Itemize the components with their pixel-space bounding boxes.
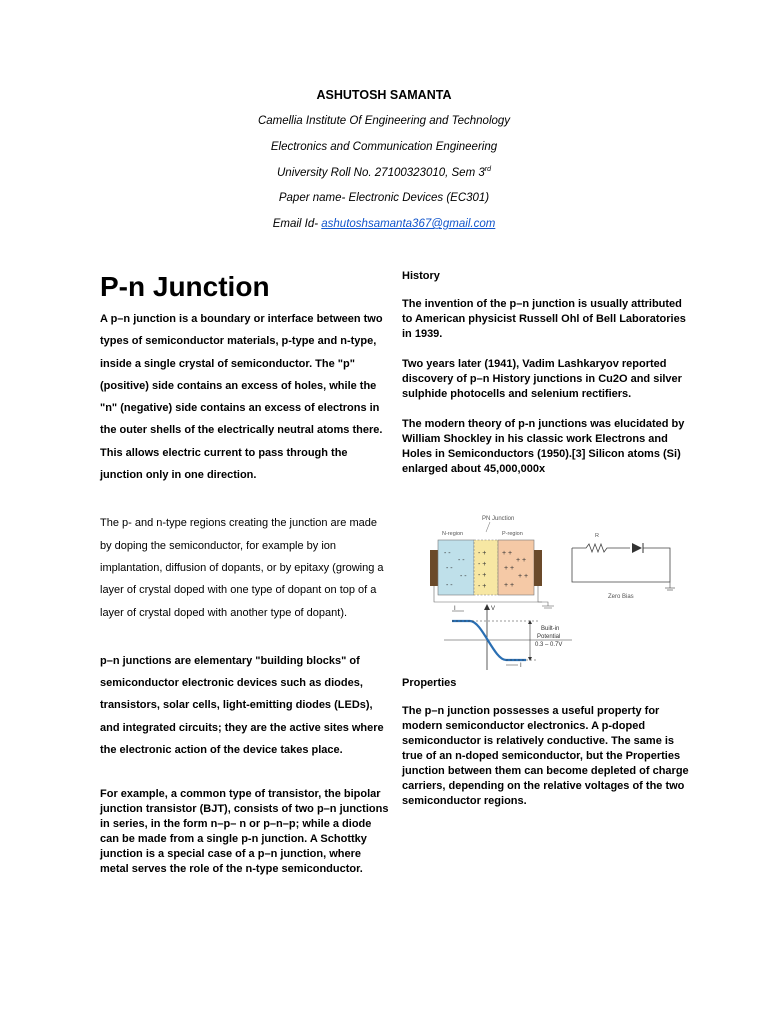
institute-name: Camellia Institute Of Engineering and Technology xyxy=(257,115,511,127)
resistor-symbol xyxy=(572,544,630,552)
zero-bias-label: Zero Bias xyxy=(608,594,634,600)
v-axis-arrow xyxy=(484,604,490,610)
history-paragraph-2: Two years later (1941), Vadim Lashkaryov reported discovery of p–n History junctions in Cu2O and silver sulphide photocells and selenium rectifiers. xyxy=(402,358,682,400)
properties-paragraph: The p–n junction possesses a useful property for modern semiconductor electronics. A p-doped semiconductor is relatively conductive. The same is true of an n-doped semiconductor, but the Properties junction between them can become depleted of charge carriers, depending on the relative voltages of the two semiconductor regions. xyxy=(402,705,689,807)
n-region xyxy=(438,540,474,595)
history-section xyxy=(402,270,692,477)
potential-arrow-up xyxy=(528,620,532,624)
svg-text:- -: - - xyxy=(446,565,453,572)
svg-text:- +: - + xyxy=(478,550,487,557)
diode-symbol xyxy=(632,543,642,553)
history-paragraph-1: The invention of the p–n junction is usually attributed to American physicist Russell Ohl of Bell Laboratories in 1939. xyxy=(402,298,686,340)
left-column xyxy=(100,270,390,877)
iv-curve xyxy=(452,621,526,660)
right-contact xyxy=(534,550,542,586)
circuit-loop xyxy=(572,548,670,582)
axis-v-label: V xyxy=(491,606,496,612)
p-region-label: P-region xyxy=(502,531,523,537)
history-heading: History xyxy=(402,270,440,282)
builtin-label-2: Potential xyxy=(537,634,561,640)
svg-text:- -: - - xyxy=(446,582,453,589)
axis-ir-label: I xyxy=(520,663,522,669)
page-title: P-n Junction xyxy=(100,271,270,302)
resistor-label: R xyxy=(595,533,599,539)
junction-pointer xyxy=(486,522,490,532)
svg-text:+ +: + + xyxy=(518,573,529,580)
n-region-label: N-region xyxy=(442,531,464,537)
left-contact xyxy=(430,550,438,586)
department-name: Electronics and Communication Engineering xyxy=(270,141,498,153)
axis-i-label: I xyxy=(454,606,456,612)
pn-junction-figure xyxy=(402,510,702,675)
svg-text:- +: - + xyxy=(478,561,487,568)
paper-name: Paper name- Electronic Devices (EC301) xyxy=(278,192,490,204)
email-link[interactable]: ashutoshsamanta367@gmail.com xyxy=(321,218,496,230)
svg-text:- -: - - xyxy=(460,573,467,580)
svg-text:+ +: + + xyxy=(504,565,515,572)
author-name: ASHUTOSH SAMANTA xyxy=(316,88,452,102)
potential-arrow-down xyxy=(528,657,532,661)
building-blocks-paragraph: p–n junctions are elementary "building blocks" of semiconductor electronic devices such as diodes, transistors, solar cells, light-emitting diodes (LEDs), and integrated circuits; they are the active sites where the electronic action of the device takes place. xyxy=(100,654,384,757)
roll-number xyxy=(0,166,768,179)
svg-text:- -: - - xyxy=(458,557,465,564)
properties-section xyxy=(402,677,692,809)
svg-text:- -: - - xyxy=(444,550,451,557)
ground-wire-right xyxy=(538,586,548,606)
doping-paragraph: The p- and n-type regions creating the junction are made by doping the semiconductor, for example by ion implantation, diffusion of dopants, or by epitaxy (growing a layer of crystal doped with one type of dopant on top of a layer of crystal doped with another type of dopant). xyxy=(100,517,384,619)
svg-text:+ +: + + xyxy=(502,550,513,557)
svg-text:- +: - + xyxy=(478,583,487,590)
email-label: Email Id- xyxy=(272,218,322,230)
junction-label: PN Junction xyxy=(482,516,515,522)
transistor-paragraph: For example, a common type of transistor, the bipolar junction transistor (BJT), consists of two p–n junctions in series, in the form n–p– n or p–n–p; while a diode can be made from a single p-n junction. A Schottky junction is a special case of a p–n junction, where metal serves the role of the n-type semiconductor. xyxy=(100,788,389,876)
svg-text:+ +: + + xyxy=(504,582,515,589)
svg-text:- +: - + xyxy=(478,572,487,579)
intro-paragraph: A p–n junction is a boundary or interface between two types of semiconductor materials, p-type and n-type, inside a single crystal of semiconductor. The "p" (positive) side contains an excess of holes, while the "n" (negative) side contains an excess of electrons in the outer shells of the electrically neutral atoms there. This allows electric current to pass through the junction only in one direction. xyxy=(100,313,383,482)
svg-text:+ +: + + xyxy=(516,557,527,564)
pn-junction-diagram xyxy=(402,510,702,675)
builtin-label-1: Built-in xyxy=(541,626,560,632)
roll-superscript: rd xyxy=(484,166,491,173)
properties-heading: Properties xyxy=(402,677,457,689)
history-paragraph-3: The modern theory of p-n junctions was elucidated by William Shockley in his classic work Electrons and Holes in Semiconductors (1950).[3] Silicon atoms (Si) enlarged about 45,000,000x xyxy=(402,418,685,475)
builtin-label-3: 0.3 – 0.7V xyxy=(535,642,563,648)
email-line xyxy=(0,218,768,230)
roll-text: University Roll No. 27100323010, Sem 3 xyxy=(277,166,485,179)
